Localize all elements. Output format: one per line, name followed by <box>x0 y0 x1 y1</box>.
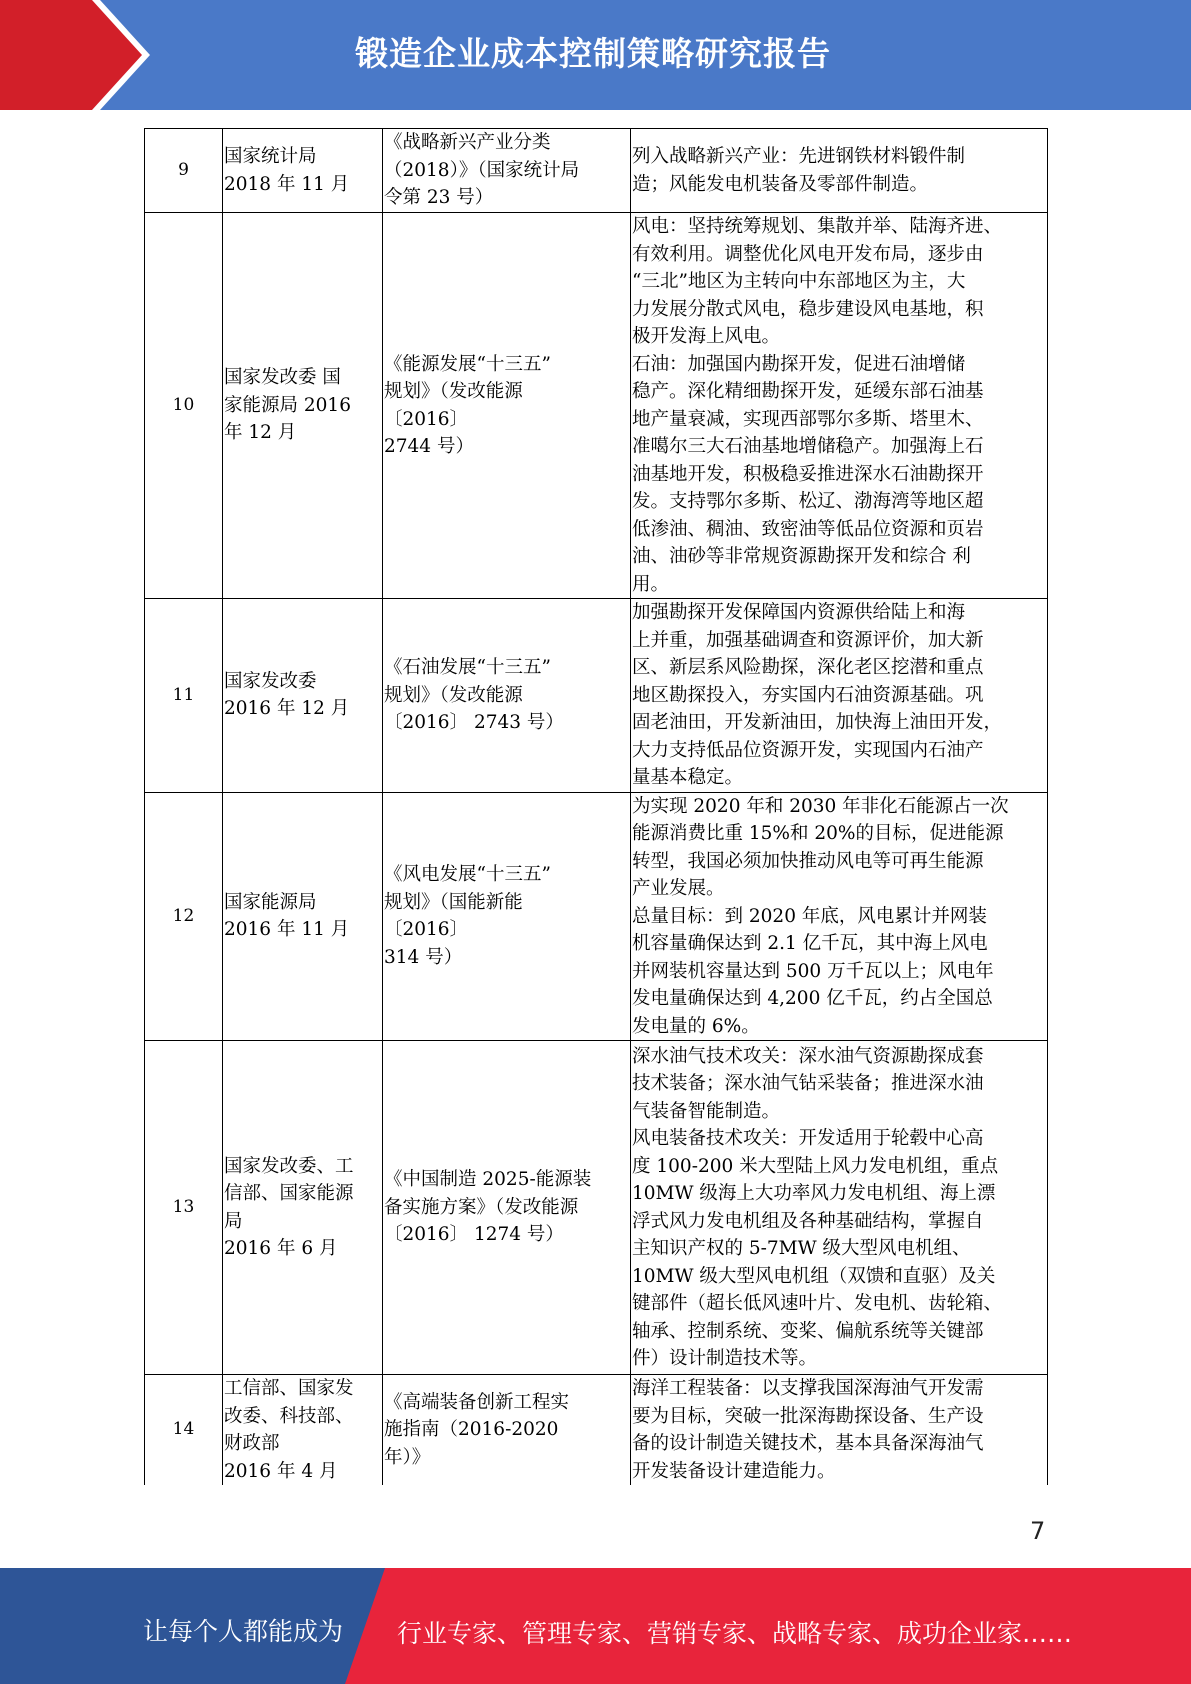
policy-table-body <box>145 129 1048 1486</box>
document-cell-line: 《中国制造 2025-能源装 <box>384 1169 592 1191</box>
content-cell-line: 发电量确保达到 4,200 亿千瓦，约占全国总 <box>632 988 993 1009</box>
content-cell-line: 油基地开发，积极稳妥推进深水石油勘探开 <box>632 463 984 485</box>
issuer-cell <box>223 1375 383 1486</box>
document-cell-line: 规划》（发改能源 <box>384 381 523 402</box>
document-cell <box>383 129 631 213</box>
document-cell-line: 〔2016〕 2743 号） <box>384 712 564 733</box>
content-cell-line: 度 100-200 米大型陆上风力发电机组，重点 <box>632 1155 999 1177</box>
issuer-cell-line: 改委、科技部、 <box>224 1405 354 1427</box>
content-cell-line: 发。支持鄂尔多斯、松辽、渤海湾等地区超 <box>632 491 984 512</box>
document-cell-line: 备实施方案》（发改能源 <box>384 1196 579 1218</box>
row-number-cell: 13 <box>145 1041 223 1375</box>
document-cell <box>383 1375 631 1486</box>
issuer-cell-line: 局 <box>224 1210 243 1232</box>
content-cell-line: 并网装机容量达到 500 万千瓦以上；风电年 <box>632 960 994 982</box>
document-cell-line: 规划》（发改能源 <box>384 684 523 706</box>
issuer-cell-line: 2016 年 12 月 <box>224 698 350 720</box>
document-cell-line: 《战略新兴产业分类 <box>384 132 551 154</box>
content-cell-line: 机容量确保达到 2.1 亿千瓦，其中海上风电 <box>632 933 988 954</box>
content-cell-line: 区、新层系风险勘探，深化老区挖潜和重点 <box>632 657 984 678</box>
content-cell-line: 稳产。深化精细勘探开发，延缓东部石油基 <box>632 381 984 402</box>
table-row <box>145 792 1048 1041</box>
content-cell-line: 备的设计制造关键技术，基本具备深海油气 <box>632 1433 984 1454</box>
row-number-cell: 11 <box>145 599 223 793</box>
content-cell-line: 深水油气技术攻关：深水油气资源勘探成套 <box>632 1045 984 1067</box>
issuer-cell-line: 工信部、国家发 <box>224 1378 354 1399</box>
document-cell-line: 〔2016〕 <box>384 408 469 430</box>
content-cell-line: 大力支持低品位资源开发，实现国内石油产 <box>632 739 984 761</box>
content-cell-line: 石油：加强国内勘探开发，促进石油增储 <box>632 353 966 375</box>
content-cell-line: 10MW 级大型风电机组（双馈和直驱）及关 <box>632 1265 996 1287</box>
header-red-arrow <box>0 0 145 110</box>
document-cell <box>383 792 631 1041</box>
content-cell-line: 地产量衰减，实现西部鄂尔多斯、塔里木、 <box>632 408 984 430</box>
table-row <box>145 1041 1048 1375</box>
issuer-cell <box>223 599 383 793</box>
content-cell-line: 低渗油、稠油、致密油等低品位资源和页岩 <box>632 518 984 540</box>
content-cell-line: 油、油砂等非常规资源勘探开发和综合 利 <box>632 546 971 567</box>
document-cell <box>383 599 631 793</box>
issuer-cell-line: 家能源局 2016 <box>224 394 351 416</box>
content-cell-line: 件）设计制造技术等。 <box>632 1348 818 1369</box>
content-cell-line: 地区勘探投入，夯实国内石油资源基础。巩 <box>632 684 984 706</box>
issuer-cell <box>223 129 383 213</box>
content-cell-line: 极开发海上风电。 <box>632 326 781 347</box>
content-cell-line: 为实现 2020 年和 2030 年非化石能源占一次 <box>632 795 1009 817</box>
issuer-cell <box>223 792 383 1041</box>
issuer-cell-line: 国家统计局 <box>224 146 317 167</box>
header-banner <box>0 0 1191 110</box>
content-cell-line: 键部件（超长低风速叶片、发电机、齿轮箱、 <box>632 1293 1003 1314</box>
content-cell-line: 固老油田，开发新油田，加快海上油田开发， <box>632 712 1003 733</box>
content-cell-line: 量基本稳定。 <box>632 767 744 788</box>
content-cell-line: 能源消费比重 15%和 20%的目标，促进能源 <box>632 823 1004 844</box>
table-row <box>145 129 1048 213</box>
content-cell <box>631 129 1048 213</box>
content-cell <box>631 213 1048 599</box>
content-cell-line: 转型，我国必须加快推动风电等可再生能源 <box>632 850 984 872</box>
content-cell-line: 发电量的 6%。 <box>632 1015 760 1037</box>
document-cell-line: （2018）》（国家统计局 <box>384 159 580 181</box>
document-cell-line: 令第 23 号） <box>384 187 494 209</box>
issuer-cell-line: 2016 年 6 月 <box>224 1238 338 1259</box>
issuer-cell <box>223 213 383 599</box>
document-cell-line: 规划》（国能新能 <box>384 891 523 913</box>
content-cell-line: 加强勘探开发保障国内资源供给陆上和海 <box>632 602 966 623</box>
content-cell-line: 总量目标：到 2020 年底，风电累计并网装 <box>632 905 987 927</box>
content-cell-line: 轴承、控制系统、变桨、偏航系统等关键部 <box>632 1320 984 1342</box>
table-row <box>145 1375 1048 1486</box>
content-cell-line: 10MW 级海上大功率风力发电机组、海上漂 <box>632 1183 996 1204</box>
issuer-cell-line: 2016 年 4 月 <box>224 1460 338 1482</box>
footer-banner <box>0 1568 1191 1684</box>
content-cell-line: 要为目标，突破一批深海勘探设备、生产设 <box>632 1405 984 1427</box>
issuer-cell-line: 国家能源局 <box>224 891 317 913</box>
issuer-cell <box>223 1041 383 1375</box>
table-row <box>145 213 1048 599</box>
row-number-cell: 10 <box>145 213 223 599</box>
content-cell-line: 风电：坚持统筹规划、集散并举、陆海齐进、 <box>632 216 1003 237</box>
content-cell-line: 上并重，加强基础调查和资源评价，加大新 <box>632 629 984 651</box>
document-cell-line: 〔2016〕 <box>384 919 469 941</box>
content-cell-line: 开发装备设计建造能力。 <box>632 1460 836 1482</box>
document-cell-line: 施指南（2016-2020 <box>384 1419 559 1441</box>
issuer-cell-line: 国家发改委、工 <box>224 1155 354 1177</box>
report-title: 锻造企业成本控制策略研究报告 <box>355 34 831 73</box>
content-cell-line: 产业发展。 <box>632 878 725 899</box>
content-cell-line: 技术装备；深水油气钻采装备；推进深水油 <box>632 1073 984 1094</box>
content-cell-line: 浮式风力发电机组及各种基础结构，掌握自 <box>632 1210 984 1232</box>
issuer-cell-line: 国家发改委 <box>224 670 317 692</box>
document-cell-line: 〔2016〕 1274 号） <box>384 1224 564 1246</box>
content-cell-line: 用。 <box>632 573 670 595</box>
content-cell-line: 造；风能发电机装备及零部件制造。 <box>632 173 929 195</box>
content-cell-line: 有效利用。调整优化风电开发布局，逐步由 <box>632 243 984 265</box>
document-cell-line: 《能源发展“十三五” <box>384 353 551 375</box>
document-cell-line: 2744 号） <box>384 436 474 457</box>
issuer-cell-line: 2018 年 11 月 <box>224 173 350 195</box>
content-cell <box>631 792 1048 1041</box>
content-cell-line: 列入战略新兴产业：先进钢铁材料锻件制 <box>632 146 966 167</box>
content-cell <box>631 1041 1048 1375</box>
row-number-cell: 12 <box>145 792 223 1041</box>
document-cell-line: 《高端装备创新工程实 <box>384 1391 570 1413</box>
content-cell-line: 风电装备技术攻关：开发适用于轮毂中心高 <box>632 1128 984 1149</box>
content-cell-line: “三北”地区为主转向中东部地区为主，大 <box>632 271 966 292</box>
content-cell-line: 力发展分散式风电，稳步建设风电基地，积 <box>632 298 984 320</box>
issuer-cell-line: 2016 年 11 月 <box>224 919 350 941</box>
document-cell-line: 《风电发展“十三五” <box>384 864 551 886</box>
row-number-cell: 14 <box>145 1375 223 1486</box>
content-cell-line: 主知识产权的 5-7MW 级大型风电机组、 <box>632 1238 971 1259</box>
content-cell <box>631 1375 1048 1486</box>
content-cell <box>631 599 1048 793</box>
table-row <box>145 599 1048 793</box>
document-cell <box>383 1041 631 1375</box>
content-cell-line: 准噶尔三大石油基地增储稳产。加强海上石 <box>632 436 984 457</box>
policy-table <box>144 128 1048 1485</box>
document-cell-line: 314 号） <box>384 946 463 968</box>
issuer-cell-line: 财政部 <box>224 1433 280 1454</box>
page-number: 7 <box>1030 1517 1046 1545</box>
issuer-cell-line: 国家发改委 国 <box>224 367 341 389</box>
document-cell <box>383 213 631 599</box>
row-number-cell: 9 <box>145 129 223 213</box>
document-cell-line: 《石油发展“十三五” <box>384 657 551 678</box>
issuer-cell-line: 信部、国家能源 <box>224 1183 354 1204</box>
document-cell-line: 年）》 <box>384 1446 431 1468</box>
footer-slogan-left: 让每个人都能成为 <box>143 1617 344 1646</box>
content-cell-line: 气装备智能制造。 <box>632 1100 781 1122</box>
content-cell-line: 海洋工程装备：以支撑我国深海油气开发需 <box>632 1378 984 1399</box>
footer-slogan-right: 行业专家、管理专家、营销专家、战略专家、成功企业家…… <box>397 1619 1073 1648</box>
issuer-cell-line: 年 12 月 <box>224 422 297 444</box>
